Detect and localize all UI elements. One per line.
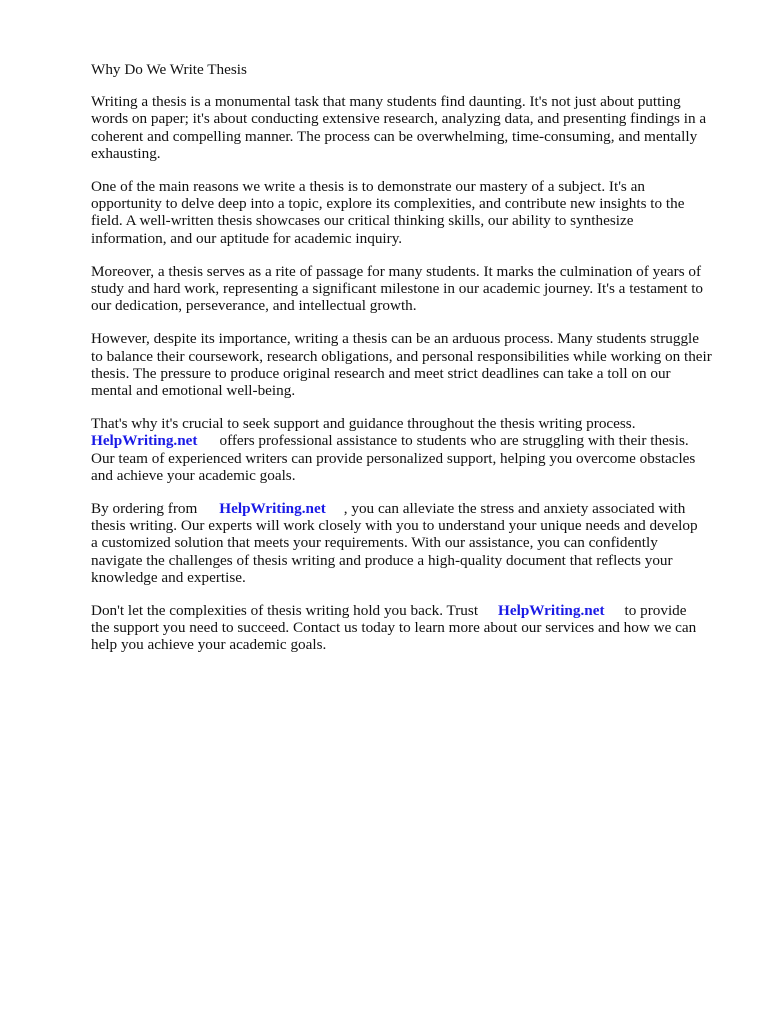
link-preceding-text: Don't let the complexities of thesis writing hold you back. Trust [91, 602, 479, 620]
paragraph-line: words on paper; it's about conducting extensive research, analyzing data, and presenting findings in a [91, 110, 707, 128]
document-page [91, 61, 731, 670]
paragraph-line: knowledge and expertise. [91, 568, 246, 586]
link-preceding-text: By ordering from [91, 500, 198, 518]
paragraph-line: and achieve your academic goals. [91, 466, 296, 484]
paragraph-line: thesis. The pressure to produce original research and meet strict deadlines can take a toll on our [91, 364, 671, 382]
paragraph-line: coherent and compelling manner. The process can be overwhelming, time-consuming, and mentally [91, 127, 698, 145]
paragraph-line: our dedication, perseverance, and intellectual growth. [91, 297, 417, 315]
paragraph-line: information, and our aptitude for academic inquiry. [91, 229, 403, 247]
paragraph-line: mental and emotional well-being. [91, 382, 296, 400]
paragraph-line: to balance their coursework, research obligations, and personal responsibilities while working on their [91, 347, 712, 365]
paragraph-3 [91, 263, 731, 315]
paragraph-6 [91, 500, 731, 586]
paragraph-1 [91, 93, 731, 162]
paragraph-7 [91, 602, 731, 654]
paragraph-line: One of the main reasons we write a thesis is to demonstrate our mastery of a subject. It's an [91, 178, 645, 196]
paragraph-5 [91, 415, 731, 484]
helpwriting-link[interactable]: HelpWriting.net [91, 432, 198, 450]
paragraph-line: exhausting. [91, 144, 161, 162]
paragraph-line: That's why it's crucial to seek support and guidance throughout the thesis writing process. [91, 415, 636, 433]
paragraph-line: help you achieve your academic goals. [91, 636, 327, 654]
document-title: Why Do We Write Thesis [91, 61, 247, 78]
paragraph-2 [91, 178, 731, 247]
paragraph-line [91, 432, 731, 449]
paragraph-line: Moreover, a thesis serves as a rite of passage for many students. It marks the culmination of years of [91, 262, 702, 280]
paragraph-line: study and hard work, representing a significant milestone in our academic journey. It's a testament to [91, 280, 704, 298]
link-following-text: offers professional assistance to students who are struggling with their thesis. [219, 432, 689, 450]
helpwriting-link[interactable]: HelpWriting.net [498, 602, 605, 620]
paragraph-line: the support you need to succeed. Contact us today to learn more about our services and how we can [91, 619, 697, 637]
link-following-text: to provide [624, 602, 687, 620]
paragraph-line [91, 602, 731, 619]
helpwriting-link[interactable]: HelpWriting.net [219, 500, 326, 518]
paragraph-line: navigate the challenges of thesis writing and produce a high-quality document that reflects your [91, 551, 673, 569]
paragraph-line: a customized solution that meets your requirements. With our assistance, you can confidently [91, 534, 658, 552]
paragraph-line: However, despite its importance, writing a thesis can be an arduous process. Many students struggle [91, 330, 700, 348]
paragraph-4 [91, 330, 731, 399]
paragraph-line: Writing a thesis is a monumental task that many students find daunting. It's not just about putting [91, 93, 681, 111]
link-following-text: , you can alleviate the stress and anxiety associated with [343, 500, 686, 518]
paragraph-line [91, 500, 731, 517]
paragraph-line: thesis writing. Our experts will work closely with you to understand your unique needs and develop [91, 517, 698, 535]
paragraph-line: opportunity to delve deep into a topic, explore its complexities, and contribute new insights to the [91, 195, 685, 213]
paragraph-line: Our team of experienced writers can provide personalized support, helping you overcome obstacles [91, 449, 696, 467]
paragraph-line: field. A well-written thesis showcases our critical thinking skills, our ability to synthesize [91, 212, 634, 230]
